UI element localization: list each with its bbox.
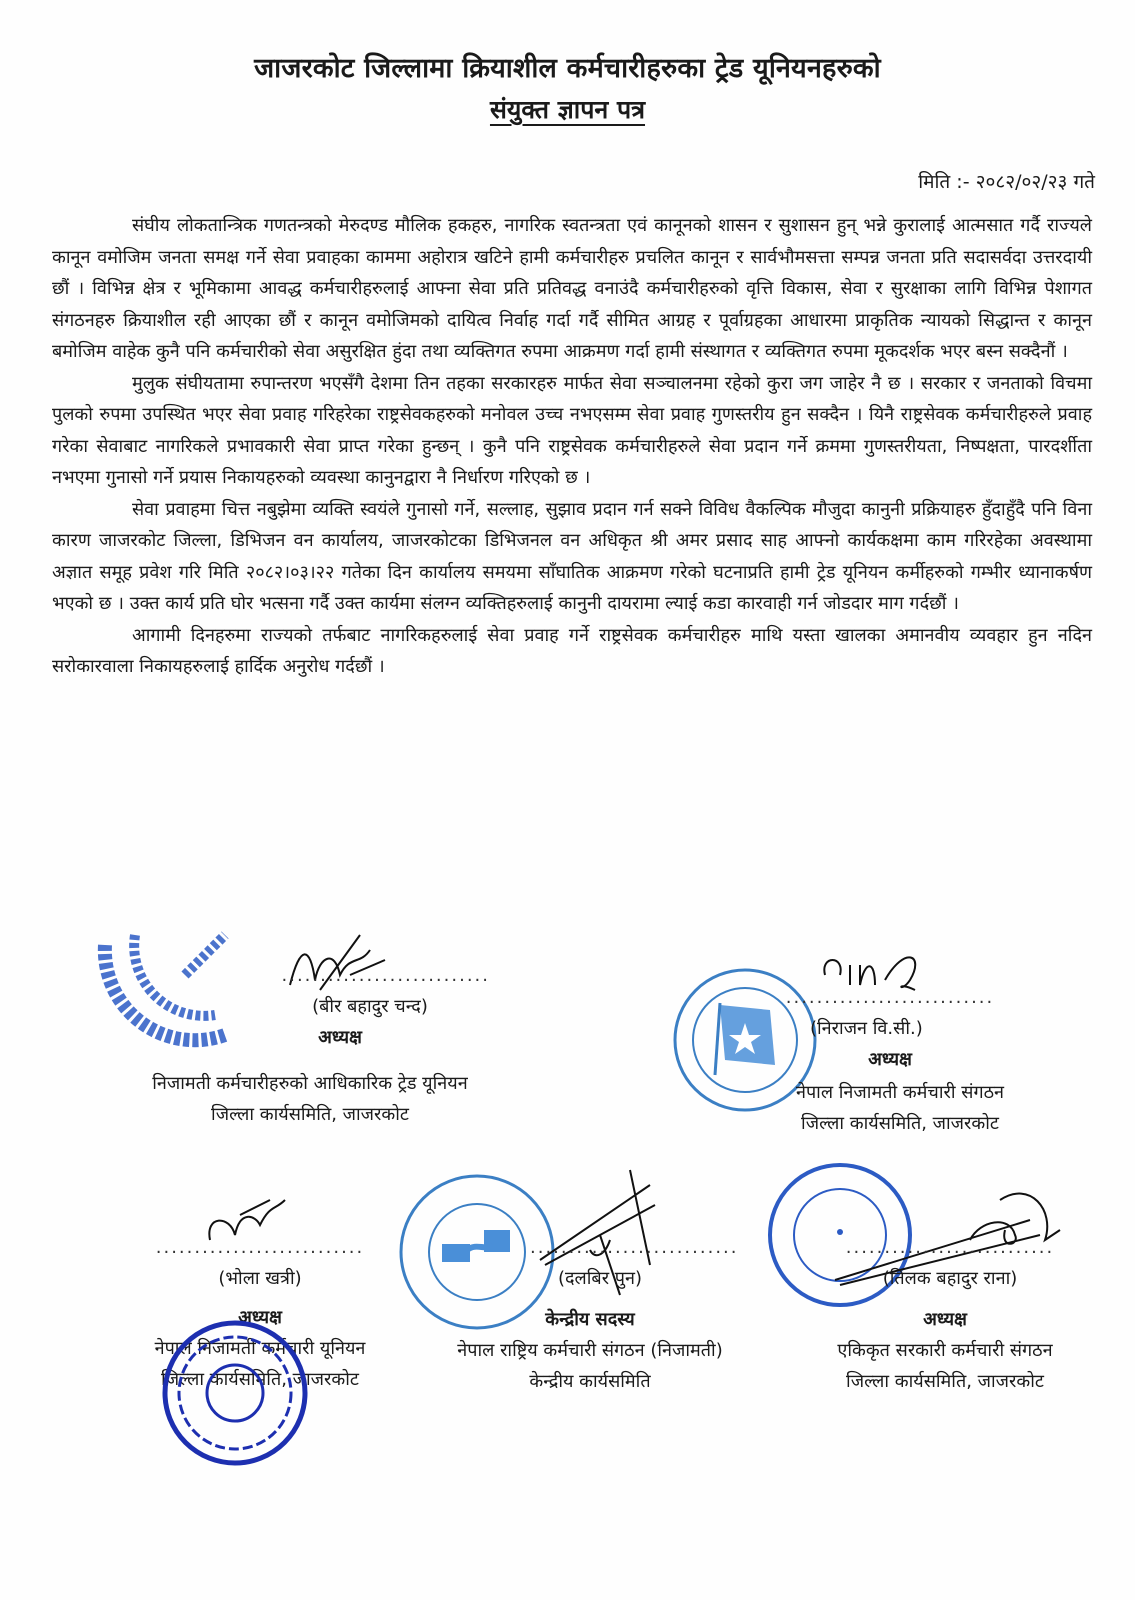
signatory-1-org bbox=[90, 1068, 530, 1130]
paragraph-4: आगामी दिनहरुमा राज्यको तर्फबाट नागरिकहरुलाई सेवा प्रवाह गर्ने राष्ट्रसेवक कर्मचारीहरु माथि यस्ता खालका अमानवीय व्यवहार हुन नदिन सरोकारवाला निकायहरुलाई हार्दिक अनुरोध गर्दछौं । bbox=[52, 624, 1092, 677]
signatory-office: जिल्ला कार्यसमिति, जाजरकोट bbox=[846, 1371, 1044, 1392]
signatory-name: (भोला खत्री) bbox=[218, 1268, 302, 1289]
signatory-1 bbox=[190, 960, 490, 1053]
union-stamp-5 bbox=[160, 1318, 310, 1468]
signatory-name: (दलबिर पुन) bbox=[557, 1268, 643, 1289]
signatory-role: केन्द्रीय सदस्य bbox=[545, 1309, 635, 1330]
document-body bbox=[52, 210, 1092, 683]
signature-line: ........................... bbox=[845, 1237, 1055, 1258]
signatory-org: निजामती कर्मचारीहरुको आधिकारिक ट्रेड यूनियन bbox=[152, 1073, 468, 1094]
signatory-office: केन्द्रीय कार्यसमिति bbox=[529, 1371, 651, 1392]
subtitle-text: संयुक्त ज्ञापन पत्र bbox=[489, 95, 646, 124]
signatory-role: अध्यक्ष bbox=[318, 1027, 362, 1048]
signatory-office: जिल्ला कार्यसमिति, जाजरकोट bbox=[801, 1113, 999, 1134]
signatory-org: नेपाल निजामती कर्मचारी यूनियन bbox=[154, 1338, 366, 1359]
signatory-role: अध्यक्ष bbox=[923, 1309, 967, 1330]
document-date: मिति :- २०८२/०२/२३ गते bbox=[918, 171, 1095, 193]
signatory-4 bbox=[830, 1232, 1070, 1294]
document-subtitle bbox=[0, 92, 1135, 126]
signatory-2 bbox=[780, 982, 1000, 1075]
signatory-office: जिल्ला कार्यसमिति, जाजरकोट bbox=[211, 1104, 409, 1125]
signatory-4-org bbox=[775, 1304, 1115, 1397]
signature-line: ........................... bbox=[281, 965, 490, 986]
paragraph-3: सेवा प्रवाहमा चित्त नबुझेमा व्यक्ति स्वयंले गुनासो गर्ने, सल्लाह, सुझाव प्रदान गर्न सक्ने विविध वैकल्पिक मौजुदा कानुनी प्रक्रियाहरु हुँदाहुँदै पनि विना कारण जाजरकोट जिल्ला, डिभिजन वन कार्यालय, जाजरकोटका डिभिजनल वन अधिकृत श्री अमर प्रसाद साह आफ्नो कार्यकक्षमा काम गरिरहेका अवस्थामा अज्ञात समूह प्रवेश गरि मिति २०८२।०३।२२ गतेका दिन कार्यालय समयमा साँघातिक आक्रमण गरेको घटनाप्रति हामी ट्रेड यूनियन कर्मीहरुको गम्भीर ध्यानाकर्षण भएको छ । उक्त कार्य प्रति घोर भत्सना गर्दै उक्त कार्यमा संलग्न व्यक्तिहरुलाई कानुनी दायरामा ल्याई कडा कारवाही गर्न जोडदार माग गर्दछौं । bbox=[52, 498, 1092, 614]
signatory-3 bbox=[530, 1232, 739, 1294]
signatory-name: (बीर बहादुर चन्द) bbox=[312, 996, 428, 1017]
signatory-office: जिल्ला कार्यसमिति, जाजरकोट bbox=[161, 1369, 359, 1390]
signatory-org: एकिकृत सरकारी कर्मचारी संगठन bbox=[837, 1340, 1053, 1361]
signatory-org: नेपाल राष्ट्रिय कर्मचारी संगठन (निजामती) bbox=[457, 1340, 723, 1361]
signatory-2-org bbox=[745, 1077, 1055, 1139]
signatory-3-org bbox=[400, 1304, 780, 1397]
signatory-org: नेपाल निजामती कर्मचारी संगठन bbox=[795, 1082, 1005, 1103]
document-title: जाजरकोट जिल्लामा क्रियाशील कर्मचारीहरुका ट्रेड यूनियनहरुको bbox=[254, 53, 881, 84]
signatory-role: अध्यक्ष bbox=[868, 1049, 912, 1070]
signature-line: ........................... bbox=[530, 1237, 739, 1258]
signatory-name: (तिलक बहादुर राना) bbox=[882, 1268, 1018, 1289]
paragraph-2: मुलुक संघीयतामा रुपान्तरण भएसँगै देशमा तिन तहका सरकारहरु मार्फत सेवा सञ्चालनमा रहेको कुरा जग जाहेर नै छ । सरकार र जनताको विचमा पुलको रुपमा उपस्थित भएर सेवा प्रवाह गरिहरेका राष्ट्रसेवकहरुको मनोवल उच्च नभएसम्म सेवा प्रवाह गुणस्तरीय हुन सक्दैन । यिनै राष्ट्रसेवक कर्मचारीहरुले प्रवाह गरेका सेवाबाट नागरिकले प्रभावकारी सेवा प्राप्त गरेका हुन्छन् । कुनै पनि राष्ट्रसेवक कर्मचारीहरुले सेवा प्रदान गर्ने क्रममा गुणस्तरीयता, निष्पक्षता, पारदर्शीता नभएमा गुनासो गर्ने प्रयास निकायहरुको व्यवस्था कानुनद्वारा नै निर्धारण गरिएको छ । bbox=[52, 372, 1092, 488]
signatory-name: (निराजन वि.सी.) bbox=[810, 1018, 923, 1039]
paragraph-1: संघीय लोकतान्त्रिक गणतन्त्रको मेरुदण्ड मौलिक हकहरु, नागरिक स्वतन्त्रता एवं कानूनको शासन र सुशासन हुन् भन्ने कुरालाई आत्मसात गर्दै राज्यले कानून वमोजिम जनता समक्ष गर्ने सेवा प्रवाहका काममा अहोरात्र खटिने हामी कर्मचारीहरु प्रचलित कानून र सार्वभौमसत्ता सम्पन्न जनता प्रति सदासर्वदा उत्तरदायी छौं । विभिन्न क्षेत्र र भूमिकामा आवद्ध कर्मचारीहरुलाई आफ्ना सेवा प्रति प्रतिवद्ध वनाउंदै कर्मचारीहरुको वृत्ति विकास, सेवा र सुरक्षाका लागि विभिन्न पेशागत संगठनहरु क्रियाशील रही आएका छौं र कानून वमोजिमको दायित्व निर्वाह गर्दा गर्दै सीमित आग्रह र पूर्वाग्रहका आधारमा प्राकृतिक न्यायको सिद्धान्त र कानून बमोजिम वाहेक कुनै पनि कर्मचारीको सेवा असुरक्षित हुंदा तथा व्यक्तिगत रुपमा आक्रमण गर्दा हामी संस्थागत र व्यक्तिगत रुपमा मूकदर्शक भएर बस्न सक्दैनौं । bbox=[52, 215, 1092, 362]
signatory-role: अध्यक्ष bbox=[238, 1307, 282, 1328]
signature-line: ........................... bbox=[155, 1237, 365, 1258]
signature-line: ........................... bbox=[785, 987, 995, 1008]
